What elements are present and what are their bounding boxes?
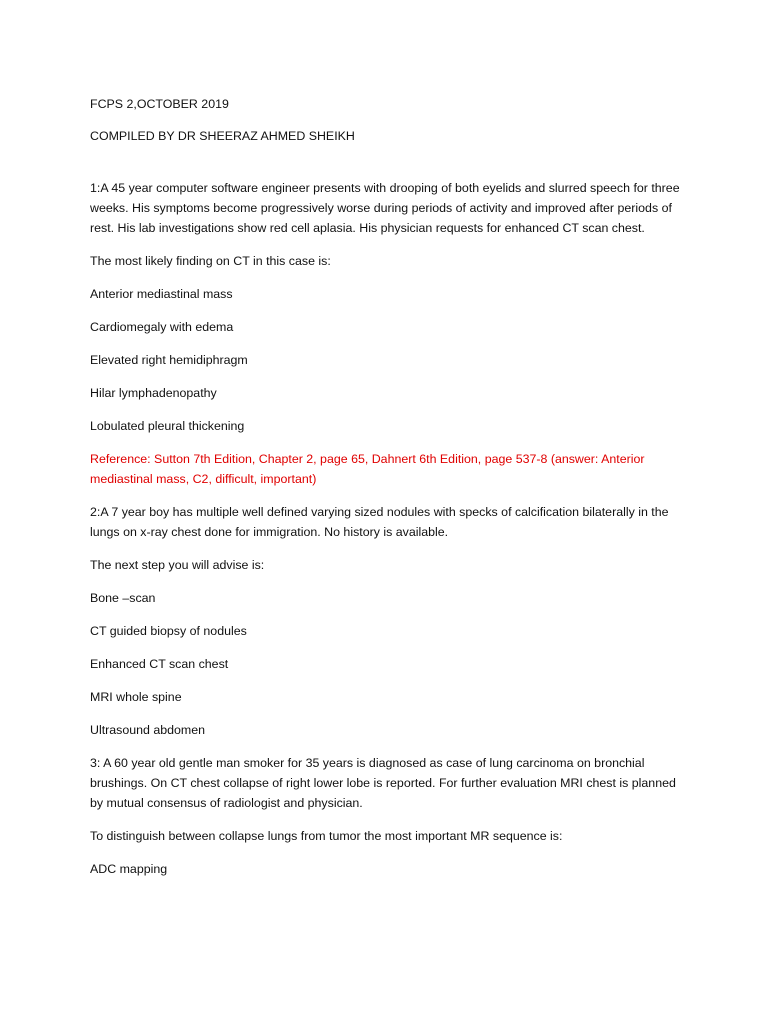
question-1-reference: Reference: Sutton 7th Edition, Chapter 2, page 65, Dahnert 6th Edition, page 537-8 (answer: Anterior mediastinal mass, C2, difficult, important)	[90, 452, 645, 486]
document-title: FCPS 2,OCTOBER 2019	[90, 97, 229, 111]
question-2-option-a: Bone –scan	[90, 591, 156, 605]
question-1-option-c: Elevated right hemidiphragm	[90, 353, 248, 367]
question-1-option-b: Cardiomegaly with edema	[90, 320, 234, 334]
question-1-stem: 1:A 45 year computer software engineer presents with drooping of both eyelids and slurred speech for three weeks. His symptoms become progressively worse during periods of activity and improved after periods of rest. His lab investigations show red cell aplasia. His physician requests for enhanced CT scan chest.	[90, 181, 680, 235]
compiled-by-line: COMPILED BY DR SHEERAZ AHMED SHEIKH	[90, 129, 355, 143]
question-2-option-c: Enhanced CT scan chest	[90, 657, 229, 671]
question-2-option-b: CT guided biopsy of nodules	[90, 624, 247, 638]
question-3-prompt: To distinguish between collapse lungs from tumor the most important MR sequence is:	[90, 829, 563, 843]
document-body	[90, 94, 680, 879]
question-2-option-d: MRI whole spine	[90, 690, 182, 704]
question-3-option-a: ADC mapping	[90, 862, 168, 876]
question-1-option-d: Hilar lymphadenopathy	[90, 386, 217, 400]
question-3-stem: 3: A 60 year old gentle man smoker for 35 years is diagnosed as case of lung carcinoma on bronchial brushings. On CT chest collapse of right lower lobe is reported. For further evaluation MRI chest is planned by mutual consensus of radiologist and physician.	[90, 756, 676, 810]
question-1-option-e: Lobulated pleural thickening	[90, 419, 245, 433]
question-2-option-e: Ultrasound abdomen	[90, 723, 206, 737]
question-2-stem: 2:A 7 year boy has multiple well defined varying sized nodules with specks of calcification bilaterally in the lungs on x-ray chest done for immigration. No history is available.	[90, 505, 669, 539]
question-1-option-a: Anterior mediastinal mass	[90, 287, 233, 301]
question-1-prompt: The most likely finding on CT in this case is:	[90, 254, 331, 268]
question-2-prompt: The next step you will advise is:	[90, 558, 265, 572]
